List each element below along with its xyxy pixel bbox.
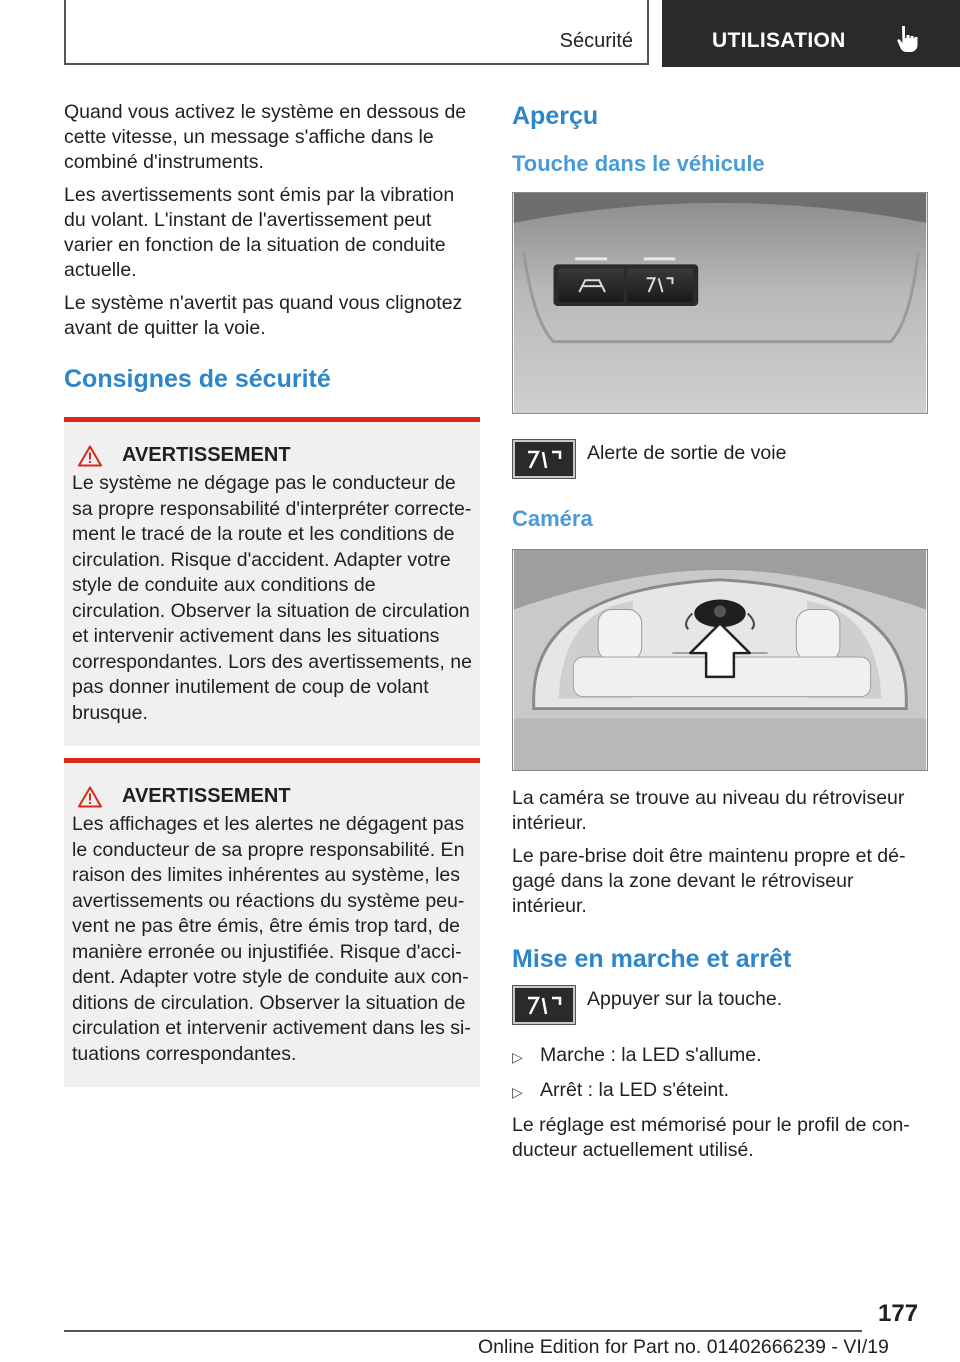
list-item-text: Arrêt : la LED s'éteint. <box>540 1079 730 1101</box>
section-title: Sécurité <box>559 30 633 52</box>
chapter-title: UTILISATION <box>712 29 846 52</box>
right-column <box>512 100 928 1171</box>
intro-paragraph: Les avertissements sont émis par la vibration du volant. L'instant de l'avertissement peut varier en fonction de la situation de conduite actuelle. <box>64 184 455 281</box>
list-item <box>512 1078 928 1105</box>
list-item-text: Marche : la LED s'allume. <box>540 1044 762 1066</box>
warning-label: AVERTISSEMENT <box>122 785 291 807</box>
warning-box <box>64 417 480 746</box>
warning-title <box>72 444 472 467</box>
warning-triangle-icon <box>78 445 102 467</box>
camera-paragraph: La caméra se trouve au niveau du rétroviseur intérieur. <box>512 787 905 834</box>
button-heading: Touche dans le véhicule <box>512 151 765 176</box>
lane-departure-button-icon <box>512 985 576 1025</box>
onoff-list <box>512 1043 928 1105</box>
page-number: 177 <box>878 1300 919 1327</box>
camera-location-photo <box>512 549 928 771</box>
intro-paragraph: Le système n'avertit pas quand vous clignotez avant de quitter la voie. <box>64 292 463 339</box>
list-item <box>512 1043 928 1070</box>
warning-title <box>72 785 472 808</box>
safety-heading: Consignes de sécurité <box>64 365 331 393</box>
triangle-bullet-icon: ▷ <box>512 1049 523 1065</box>
warning-text: Le système ne dégage pas le conducteur de sa propre responsabilité d'interpréter correctement le tracé de la route et les conditions de circulation. Risque d'accident. Adapter votre style de conduite aux conditions de circulation. Observer la situation de circulation et intervenir activement dans les situations correspondantes. Lors des avertissements, ne pas donner inutilement de coup de volant brusque. <box>72 472 472 724</box>
edition-footer: Online Edition for Part no. 01402666239 - VI/19 <box>478 1336 889 1358</box>
intro-paragraph: Quand vous activez le système en dessous de cette vitesse, un message s'affiche dans le combiné d'instruments. <box>64 101 467 173</box>
footer-divider <box>64 1330 862 1332</box>
onoff-heading: Mise en marche et arrêt <box>512 945 792 973</box>
warning-label: AVERTISSEMENT <box>122 444 291 466</box>
lane-departure-button-icon <box>512 439 576 479</box>
camera-paragraph: Le pare-brise doit être maintenu propre et dégagé dans la zone devant le rétroviseur intérieur. <box>512 845 906 917</box>
warning-text: Les affichages et les alertes ne dégagent pas le conducteur de sa propre responsabilité. En raison des limites inhérentes au système, les avertissements ou réactions du système peuvent ne pas être émis, être émis trop tard, de manière erronée ou injustifiée. Risque d'accident. Adapter votre style de conduite aux conditions de circulation. Observer la situation de circulation et intervenir activement dans les situations correspondantes. <box>72 813 471 1065</box>
button-legend <box>512 437 928 479</box>
closing-paragraph: Le réglage est mémorisé pour le profil de conducteur actuellement utilisé. <box>512 1114 910 1161</box>
overview-heading: Aperçu <box>512 102 599 130</box>
pointing-hand-icon <box>896 24 920 54</box>
button-label: Alerte de sortie de voie <box>587 442 787 464</box>
header-section-box <box>64 0 649 65</box>
left-column <box>64 100 480 1099</box>
camera-heading: Caméra <box>512 506 593 531</box>
warning-box <box>64 758 480 1087</box>
warning-triangle-icon <box>78 786 102 808</box>
header-chapter-tab[interactable] <box>662 0 960 67</box>
triangle-bullet-icon: ▷ <box>512 1084 523 1100</box>
vehicle-button-photo <box>512 192 928 414</box>
press-button-row <box>512 983 928 1025</box>
press-button-text: Appuyer sur la touche. <box>587 988 783 1010</box>
